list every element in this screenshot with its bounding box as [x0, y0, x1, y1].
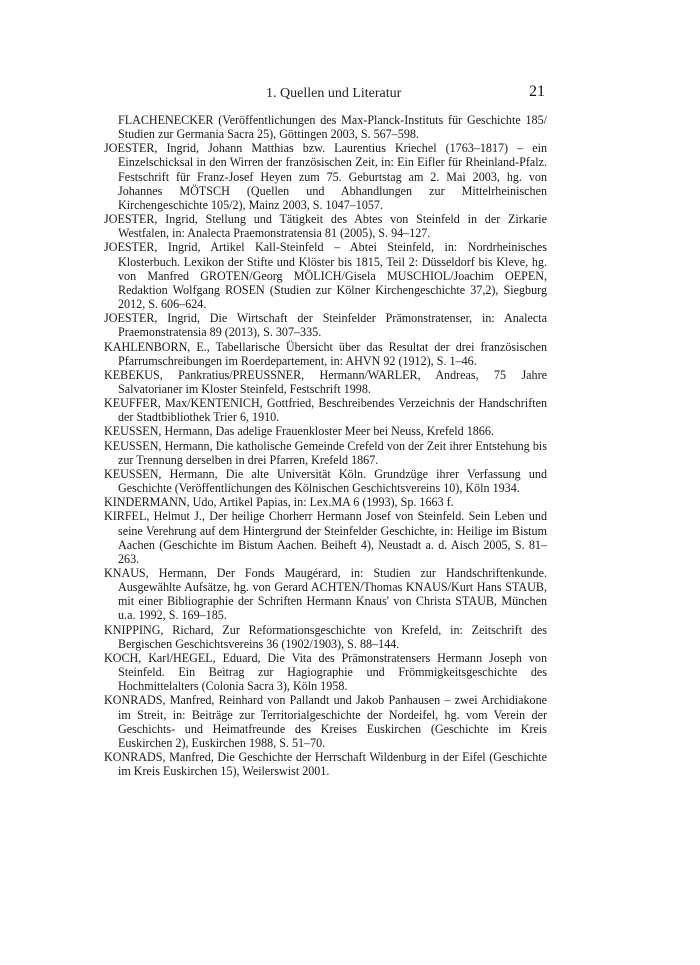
bibliography-list	[104, 113, 547, 778]
page-number: 21	[529, 83, 545, 100]
bibliography-entry-continued: FLACHENECKER (Veröffentlichungen des Max-Planck-Instituts für Geschichte 185/ Studien zur Germania Sacra 25), Göttingen 2003, S. 567–598.	[118, 113, 547, 142]
bibliography-entry: KONRADS, Manfred, Die Geschichte der Herrschaft Wildenburg in der Eifel (Geschichte im Kreis Euskirchen 15), Weilerswist 2001.	[104, 750, 547, 779]
bibliography-entry: KONRADS, Manfred, Reinhard von Pallandt und Jakob Panhausen – zwei Archidiakone im Streit, in: Beiträge zur Territorialgeschichte der Nordeifel, hg. vom Verein der Geschichts- und Heimatfreunde des Kreises Euskirchen (Geschichte im Kreis Euskirchen 2), Euskirchen 1988, S. 51–70.	[104, 693, 547, 750]
bibliography-entry: KAHLENBORN, E., Tabellarische Übersicht über das Resultat der drei französischen Pfarrumschreibungen im Roerdepartement, in: AHVN 92 (1912), S. 1–46.	[104, 339, 547, 368]
bibliography-entry: KNIPPING, Richard, Zur Reformationsgeschichte von Krefeld, in: Zeitschrift des Bergischen Geschichtsvereins 36 (1902/1903), S. 88–144.	[104, 622, 547, 651]
bibliography-entry: KIRFEL, Helmut J., Der heilige Chorherr Hermann Josef von Steinfeld. Sein Leben und seine Verehrung auf dem Hintergrund der Steinfelder Geschichte, in: Heilige im Bistum Aachen (Geschichte im Bistum Aachen. Beiheft 4), Neustadt a. d. Aisch 2005, S. 81–263.	[104, 509, 547, 566]
bibliography-entry: JOESTER, Ingrid, Johann Matthias bzw. Laurentius Kriechel (1763–1817) – ein Einzelschicksal in den Wirren der französischen Zeit, in: Ein Eifler für Rheinland-Pfalz. Festschrift für Franz-Josef Heyen zum 75. Geburtstag am 2. Mai 2003, hg. von Johannes MÖTSCH (Quellen und Abhandlungen zur Mittelrheinischen Kirchengeschichte 105/2), Mainz 2003, S. 1047–1057.	[104, 141, 547, 212]
bibliography-entry: KEUSSEN, Hermann, Die alte Universität Köln. Grundzüge ihrer Verfassung und Geschichte (Veröffentlichungen des Kölnischen Geschichtsvereins 10), Köln 1934.	[104, 466, 547, 496]
bibliography-entry: KINDERMANN, Udo, Artikel Papias, in: Lex.MA 6 (1993), Sp. 1663 f.	[104, 495, 454, 510]
bibliography-entry: JOESTER, Ingrid, Die Wirtschaft der Steinfelder Prämonstratenser, in: Analecta Praemonstratensia 89 (2013), S. 307–335.	[104, 311, 547, 340]
bibliography-entry: KOCH, Karl/HEGEL, Eduard, Die Vita des Prämonstratensers Hermann Joseph von Steinfeld. Ein Beitrag zur Hagiographie und Frömmigkeitsgeschichte des Hochmittelalters (Colonia Sacra 3), Köln 1958.	[104, 650, 547, 694]
bibliography-entry: JOESTER, Ingrid, Stellung und Tätigkeit des Abtes von Steinfeld in der Zirkarie Westfalen, in: Analecta Praemonstratensia 81 (2005), S. 94–127.	[104, 212, 547, 241]
bibliography-entry: KEUSSEN, Hermann, Die katholische Gemeinde Crefeld von der Zeit ihrer Entstehung bis zur Trennung derselben in drei Pfarren, Krefeld 1867.	[104, 438, 547, 467]
running-title: 1. Quellen und Literatur	[266, 86, 402, 101]
bibliography-entry: JOESTER, Ingrid, Artikel Kall-Steinfeld – Abtei Steinfeld, in: Nordrheinisches Klosterbuch. Lexikon der Stifte und Klöster bis 1815, Teil 2: Düsseldorf bis Kleve, hg. von Manfred GROTEN/Georg MÖLICH/Gisela MUSCHIOL/Joachim OEPEN, Redaktion Wolfgang ROSEN (Studien zur Kölner Kirchengeschichte 37,2), Siegburg 2012, S. 606–624.	[104, 240, 547, 312]
bibliography-entry: KNAUS, Hermann, Der Fonds Maugérard, in: Studien zur Handschriftenkunde. Ausgewählte Aufsätze, hg. von Gerard ACHTEN/Thomas KNAUS/Kurt Hans STAUB, mit einer Bibliographie der Schriften Hermann Knaus' von Christa STAUB, München u.a. 1992, S. 169–185.	[104, 566, 547, 623]
running-head	[0, 83, 700, 106]
bibliography-entry: KEUFFER, Max/KENTENICH, Gottfried, Beschreibendes Verzeichnis der Handschriften der Stadtbibliothek Trier 6, 1910.	[104, 396, 547, 425]
bibliography-entry: KEBEKUS, Pankratius/PREUSSNER, Hermann/WARLER, Andreas, 75 Jahre Salvatorianer im Kloster Steinfeld, Festschrift 1998.	[104, 367, 547, 396]
bibliography-entry: KEUSSEN, Hermann, Das adelige Frauenkloster Meer bei Neuss, Krefeld 1866.	[104, 424, 494, 439]
